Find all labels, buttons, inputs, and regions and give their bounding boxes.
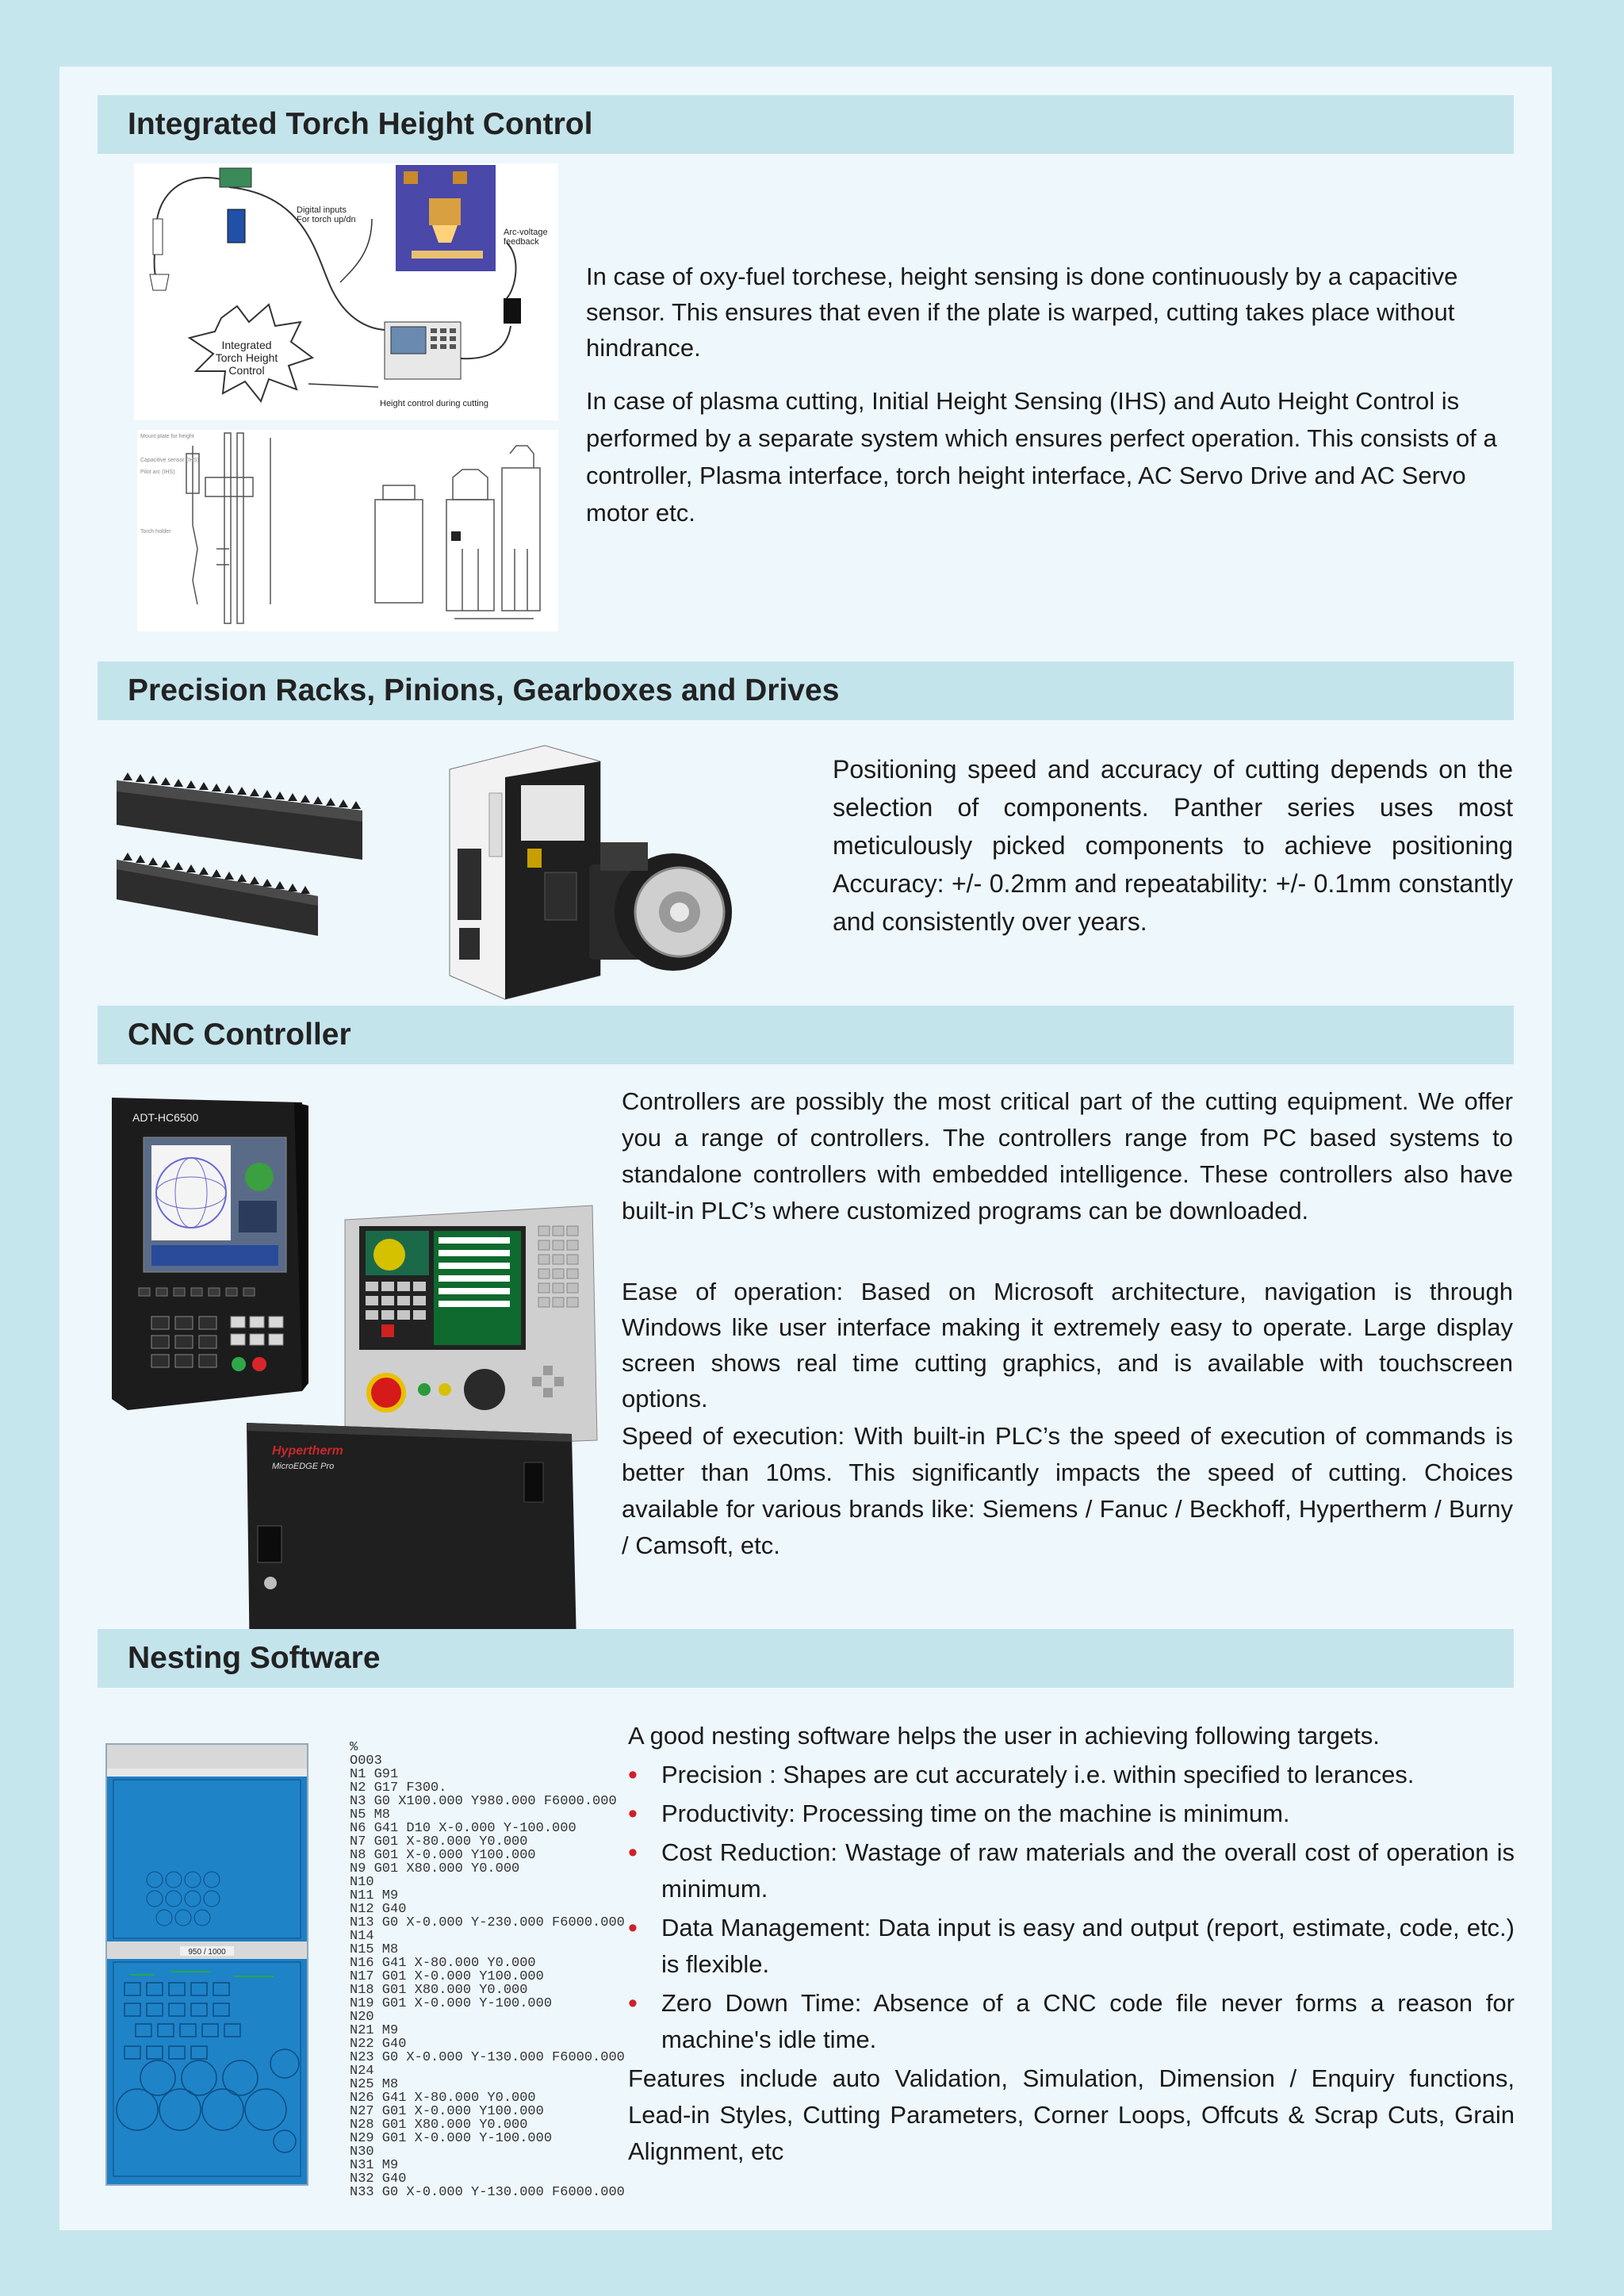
section-header-cnc (98, 1006, 1514, 1064)
servo-drive-motor-photo (418, 738, 751, 1007)
svg-text:Mount plate for height: Mount plate for height (140, 434, 194, 439)
cnc-paragraph-1: Controllers are possibly the most critical part of the cutting equipment. We offer you a range of controllers. The controllers range from PC based systems to standalone controllers with embedded intelligence. These controllers also have built-in PLC’s where customized programs can be downloaded. (622, 1087, 1513, 1225)
list-item: • Data Management: Data input is easy and output (report, estimate, code, etc.) is flexible. (628, 1910, 1515, 1983)
section-title-cnc: CNC Controller (128, 1018, 351, 1052)
device-label-hypertherm: Hypertherm (272, 1444, 343, 1458)
section-title-nesting: Nesting Software (128, 1641, 381, 1675)
nesting-target-list (628, 1757, 1515, 2058)
torch-lifter-drawing (137, 430, 558, 631)
nesting-intro: A good nesting software helps the user in achieving following targets. (628, 1722, 1380, 1750)
label-burst: Integrated Torch Height Control (215, 339, 278, 377)
label-arc-voltage: Arc-voltage feedback (504, 228, 548, 247)
sensor-board-icon (220, 168, 251, 187)
servo-drive-motor-svg (418, 738, 751, 1007)
capacitive-sensor-icon (228, 209, 245, 243)
brochure-page (59, 67, 1552, 2230)
nesting-features: Features include auto Validation, Simulation, Dimension / Enquiry functions, Lead-in Styles, Cutting Parameters, Corner Loops, Offcuts & Scrap Cuts, Grain Alignment, etc (628, 2064, 1515, 2165)
section-title-racks: Precision Racks, Pinions, Gearboxes and Drives (128, 673, 840, 707)
torch-system-diagram (134, 163, 558, 420)
list-item: • Zero Down Time: Absence of a CNC code file never forms a reason for machine's idle time. (628, 1985, 1515, 2058)
arc-voltage-sensor-icon (504, 298, 521, 324)
cnc-paragraph-2: Ease of operation: Based on Microsoft architecture, navigation is through Windows like user interface making it extremely easy to operate. Large display screen shows real time cutting graphics, and is available with touchscreen options. (622, 1278, 1513, 1412)
cnc-code-listing: % O003 N1 G91 N2 G17 F300. N3 G0 X100.000 Y980.000 F6000.000 N5 M8 N6 G41 D10 X-0.000 Y-100.000 N7 G01 X-80.000 Y0.000 N8 G01 X-0.000 Y100.000 N9 G01 X80.000 Y0.000 N10 N11 M9 N12 G40 N13 G0 X-0.000 Y-230.000 F6000.000 N14 N15 M8 N16 G41 X-80.000 Y0.000 N17 G01 X-0.000 Y100.000 N18 G01 X80.000 Y0.000 N19 G01 X-0.000 Y-100.000 N20 N21 M9 N22 G40 N23 G0 X-0.000 Y-130.000 F6000.000 N24 N25 M8 N26 G41 X-80.000 Y0.000 N27 G01 X-0.000 Y100.000 N28 G01 X80.000 Y0.000 N29 G01 X-0.000 Y-100.000 N30 N31 M9 N32 G40 N33 G0 X-0.000 Y-130.000 F6000.000 (350, 1740, 625, 2200)
label-height-control: Height control during cutting (380, 399, 488, 408)
section-header-nesting (98, 1629, 1514, 1688)
cnc-paragraph-3: Speed of execution: With built-in PLC’s the speed of execution of commands is better than 10ms. This significantly impacts the speed of cutting. Choices available for various brands like: Siemens / Fanuc / Beckhoff, Hypertherm / Burny / Camsoft, etc. (622, 1422, 1513, 1559)
svg-text:Capacitive sensor (IHS): Capacitive sensor (IHS) (140, 458, 199, 463)
torch-icon (153, 219, 163, 255)
nesting-software-screenshot (105, 1743, 308, 2186)
racks-paragraph: Positioning speed and accuracy of cutting depends on the selection of components. Panther series uses most meticulously picked components to achieve positioning Accuracy: +/- 0.2mm and repeatability: +/- 0.1mm constantly and consistently over years. (833, 755, 1513, 936)
list-item: • Productivity: Processing time on the machine is minimum. (628, 1796, 1515, 1832)
section-header-torch (98, 95, 1514, 154)
nesting-screen-label: 950 / 1000 (188, 1948, 226, 1957)
svg-text:Pilot arc (IHS): Pilot arc (IHS) (140, 470, 175, 475)
list-item: • Precision : Shapes are cut accurately i.e. within specified to lerances. (628, 1757, 1515, 1793)
torch-paragraph-2: In case of plasma cutting, Initial Height Sensing (IHS) and Auto Height Control is performed by a separate system which ensures perfect operation. This consists of a controller, Plasma interface, torch height interface, AC Servo Drive and AC Servo motor etc. (586, 387, 1497, 527)
svg-text:Torch holder: Torch holder (140, 529, 171, 535)
section-title-torch: Integrated Torch Height Control (128, 107, 593, 141)
nesting-software-svg (107, 1745, 307, 2184)
nesting-text-block (628, 1718, 1515, 2170)
section-header-racks (98, 661, 1514, 720)
bullet-icon: • (628, 1838, 638, 1868)
bullet-icon: • (628, 1988, 638, 2018)
bullet-icon: • (628, 1799, 638, 1829)
device-label-microedge: MicroEDGE Pro (272, 1462, 335, 1471)
bullet-icon: • (628, 1913, 638, 1943)
device-label-adt: ADT-HC6500 (132, 1111, 199, 1124)
torch-lifter-drawing-svg (137, 430, 558, 631)
servo-motor-icon (589, 842, 732, 971)
cnc-controller-adt-svg (104, 1090, 310, 1415)
torch-paragraph-1: In case of oxy-fuel torchese, height sensing is done continuously by a capacitive sensor. This ensures that even if the plate is warped, cutting takes place without hindrance. (586, 263, 1458, 362)
bullet-icon: • (628, 1760, 638, 1790)
label-digital-inputs: Digital inputs For torch up/dn (297, 205, 356, 224)
cnc-controller-adt-photo (104, 1090, 310, 1415)
gear-racks-svg (115, 749, 377, 939)
list-item: • Cost Reduction: Wastage of raw materials and the overall cost of operation is minimum. (628, 1834, 1515, 1907)
torch-system-diagram-svg (134, 163, 558, 420)
gear-racks-photo (115, 749, 377, 939)
